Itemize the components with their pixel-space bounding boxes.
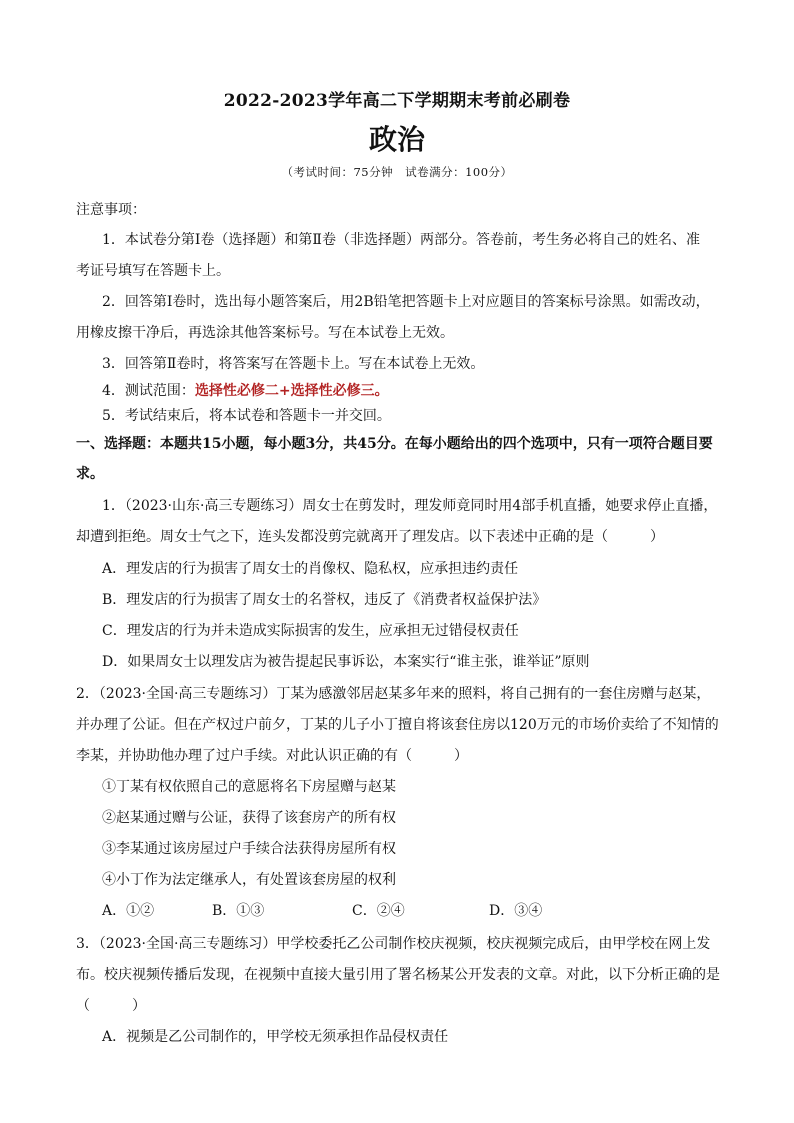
q3-option-a: A．视频是乙公司制作的，甲学校无须承担作品侵权责任 (102, 1029, 449, 1045)
q1-option-b: B．理发店的行为损害了周女士的名誉权，违反了《消费者权益保护法》 (102, 592, 547, 608)
notice-item-1: 1．本试卷分第Ⅰ卷（选择题）和第Ⅱ卷（非选择题）两部分。答卷前，考生务必将自己的姓名、准 (102, 232, 700, 248)
subject-title: 政治 (368, 123, 425, 156)
exam-info: （考试时间：75分钟 试卷满分：100分） (281, 165, 513, 179)
section-heading: 一、选择题：本题共15小题，每小题3分，共45分。在每小题给出的四个选项中，只有一项符合题目要 (76, 436, 713, 452)
q2-statement-3: ③李某通过该房屋过户手续合法获得房屋所有权 (102, 841, 396, 857)
notice-item-2: 2．回答第Ⅰ卷时，选出每小题答案后，用2B铅笔把答题卡上对应题目的答案标号涂黑。如需改动， (102, 294, 710, 310)
notice-item-1-cont: 考证号填写在答题卡上。 (76, 263, 230, 279)
notice-item-4 (102, 381, 752, 401)
q1-stem-cont: 却遭到拒绝。周女士气之下，连头发都没剪完就离开了理发店。以下表述中正确的是（ ） (76, 529, 664, 545)
q2-stem-cont-1: 并办理了公证。但在产权过户前夕，丁某的儿子小丁擅自将该套住房以120万元的市场价卖给了不知情的 (76, 717, 719, 733)
q2-stem-cont-2: 李某，并协助他办理了过户手续。对此认识正确的有（ ） (76, 748, 468, 764)
notice-item-4-prefix: 4．测试范围： (102, 383, 195, 399)
notice-item-2-cont: 用橡皮擦干净后，再选涂其他答案标号。写在本试卷上无效。 (76, 325, 454, 341)
q2-statement-1: ①丁某有权依照自己的意愿将名下房屋赠与赵某 (102, 779, 396, 795)
q1-option-a: A．理发店的行为损害了周女士的肖像权、隐私权，应承担违约责任 (102, 561, 519, 577)
q2-option-b: B．①③ (212, 903, 265, 919)
notice-heading: 注意事项： (76, 202, 146, 218)
q3-stem-cont-1: 布。校庆视频传播后发现，在视频中直接大量引用了署名杨某公开发表的文章。对此，以下分析正确的是 (76, 967, 720, 983)
q2-option-a: A．①② (102, 903, 155, 919)
q2-stem: 2．（2023·全国·高三专题练习）丁某为感激邻居赵某多年来的照料，将自己拥有的一套住房赠与赵某， (76, 686, 711, 702)
q3-stem: 3．（2023·全国·高三专题练习）甲学校委托乙公司制作校庆视频，校庆视频完成后，由甲学校在网上发 (76, 936, 711, 952)
exam-title: 2022-2023学年高二下学期期末考前必刷卷 (223, 91, 571, 111)
q1-option-d: D．如果周女士以理发店为被告提起民事诉讼，本案实行“谁主张，谁举证”原则 (102, 654, 590, 670)
q2-statement-2: ②赵某通过赠与公证，获得了该套房产的所有权 (102, 810, 396, 826)
q2-statement-4: ④小丁作为法定继承人，有处置该套房屋的权利 (102, 872, 396, 888)
section-heading-cont: 求。 (76, 466, 104, 482)
notice-item-3: 3．回答第Ⅱ卷时，将答案写在答题卡上。写在本试卷上无效。 (102, 356, 485, 372)
q3-stem-cont-2: （ ） (76, 998, 146, 1014)
q1-option-c: C．理发店的行为并未造成实际损害的发生，应承担无过错侵权责任 (102, 623, 519, 639)
test-scope: 选择性必修二+选择性必修三。 (194, 383, 389, 399)
notice-item-5: 5．考试结束后，将本试卷和答题卡一并交回。 (102, 408, 391, 424)
q2-option-d: D．③④ (489, 903, 543, 919)
q1-stem: 1．（2023·山东·高三专题练习）周女士在剪发时，理发师竟同时用4部手机直播，她要求停止直播， (102, 498, 718, 514)
q2-option-c: C．②④ (352, 903, 405, 919)
